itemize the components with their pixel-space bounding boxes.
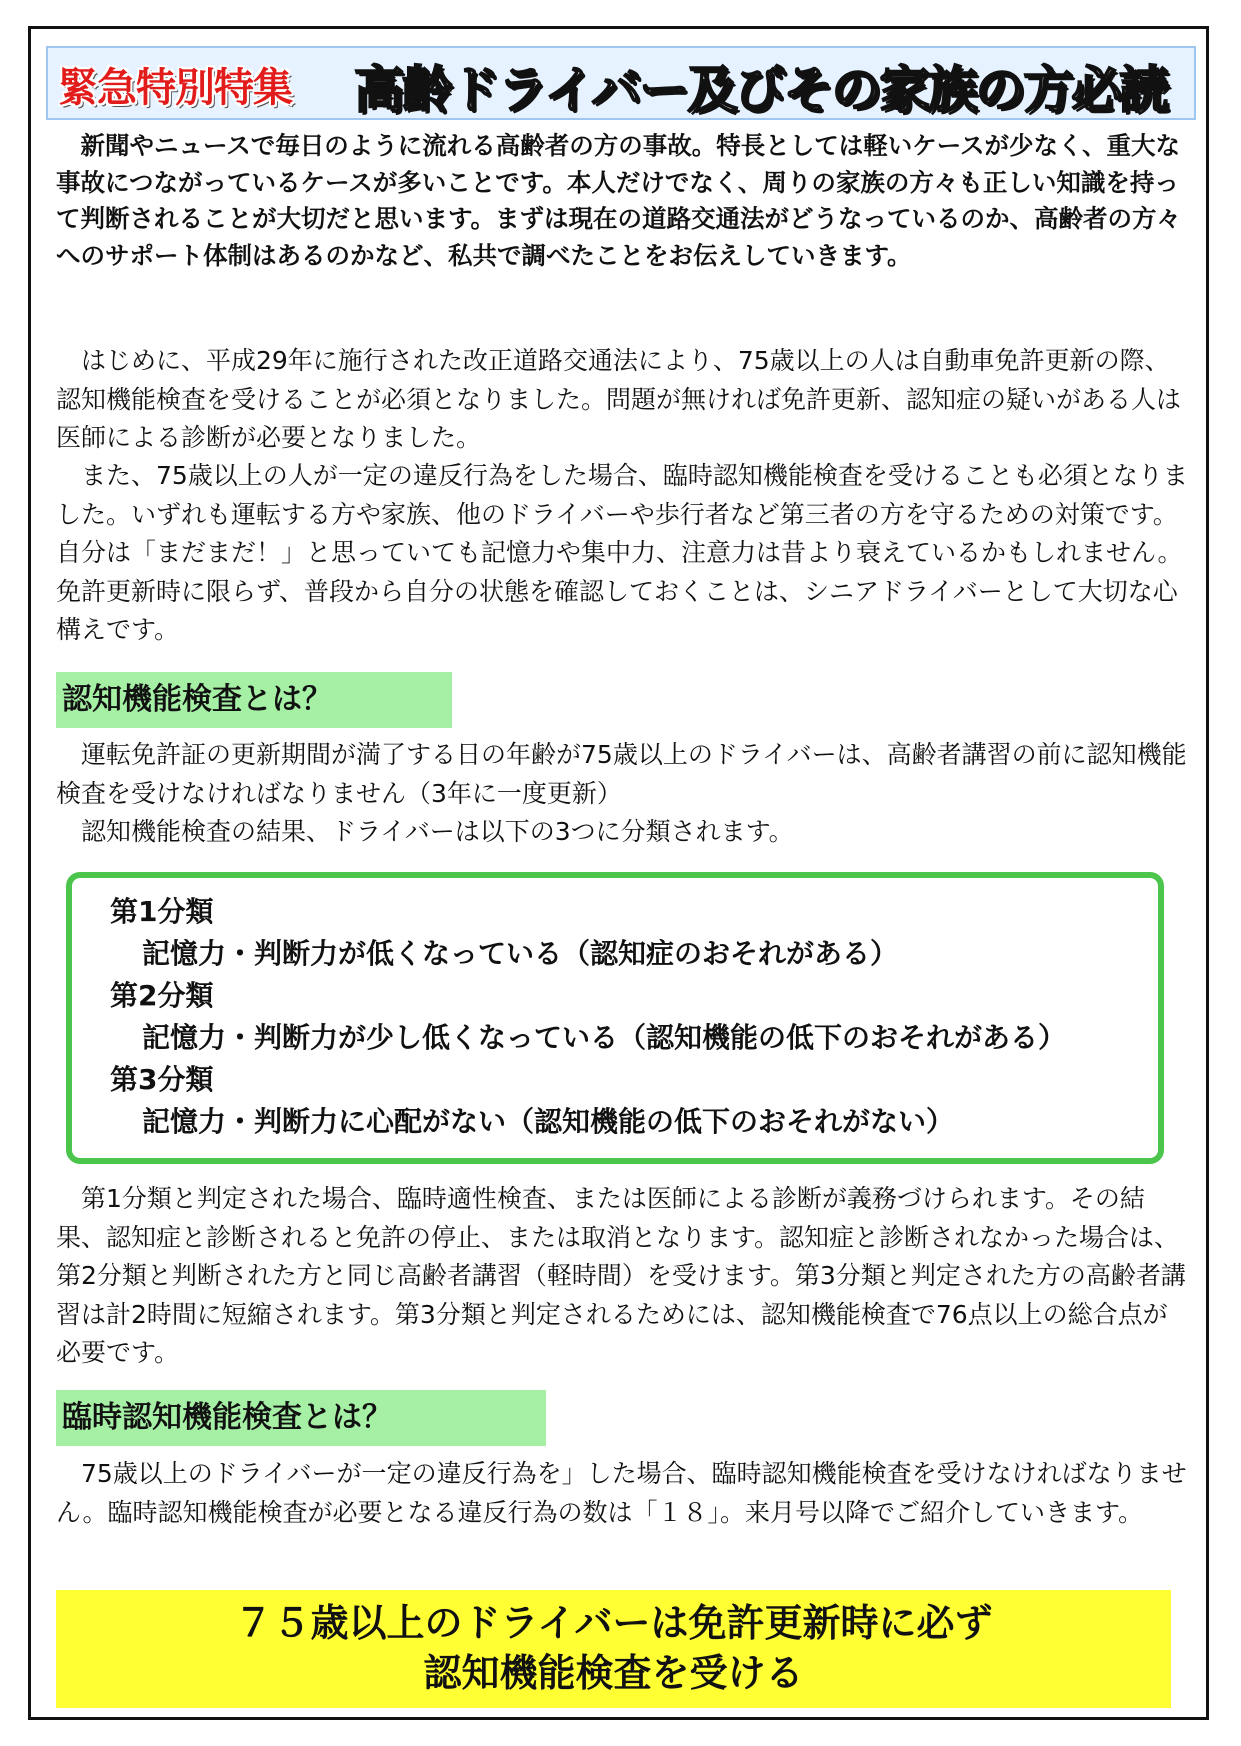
section-heading-temporary-test: 臨時認知機能検査とは？: [56, 1390, 546, 1446]
section1-text-2: 認知機能検査の結果、ドライバーは以下の3つに分類されます。: [81, 817, 794, 846]
banner-title: 高齢ドライバー及びその家族の方必読: [354, 61, 1168, 119]
classification-3-label: 第3分類: [110, 1063, 214, 1096]
classification-1-desc: 記憶力・判断力が低くなっている（認知症のおそれがある）: [142, 937, 899, 970]
callout-line-2: 認知機能検査を受ける: [423, 1651, 804, 1695]
body-paragraph-2: また、75歳以上の人が一定の違反行為をした場合、臨時認知機能検査を受けることも必須となりました。いずれも運転する方や家族、他のドライバーや歩行者など第三者の方を守るための対策です。自分は「まだまだ！」と思っていても記憶力や集中力、注意力は昔より衰えているかもしれません。免許更新時に限らず、普段から自分の状態を確認しておくことは、シニアドライバーとして大切な心構えです。: [56, 461, 1188, 645]
title-banner: [46, 46, 1196, 120]
callout-box: [56, 1590, 1171, 1708]
body-paragraph-1: はじめに、平成29年に施行された改正道路交通法により、75歳以上の人は自動車免許更新の際、認知機能検査を受けることが必須となりました。問題が無ければ免許更新、認知症の疑いがある人は医師による診断が必要となりました。: [56, 346, 1182, 453]
section-heading-cognitive-test: 認知機能検査とは？: [56, 672, 452, 728]
after-box-paragraph: 第1分類と判定された場合、臨時適性検査、または医師による診断が義務づけられます。その結果、認知症と診断されると免許の停止、または取消となります。認知症と診断されなかった場合は、第2分類と判断された方と同じ高齢者講習（軽時間）を受けます。第3分類と判定された方の高齢者講習は計2時間に短縮されます。第3分類と判定されるためには、認知機能検査で76点以上の総合点が必要です。: [56, 1184, 1186, 1368]
classification-3-desc: 記憶力・判断力に心配がない（認知機能の低下のおそれがない）: [142, 1105, 955, 1138]
classification-2-label: 第2分類: [110, 979, 214, 1012]
banner-tag: 緊急特別特集: [58, 65, 292, 111]
section2-text: 75歳以上のドライバーが一定の違反行為を」した場合、臨時認知機能検査を受けなければなりません。臨時認知機能検査が必要となる違反行為の数は「１８」。来月号以降でご紹介していきます。: [56, 1459, 1187, 1527]
classification-box: [66, 872, 1164, 1164]
callout-line-1: ７５歳以上のドライバーは免許更新時に必ず: [234, 1601, 993, 1645]
section1-text-1: 運転免許証の更新期間が満了する日の年齢が75歳以上のドライバーは、高齢者講習の前に認知機能検査を受けなければなりません（3年に一度更新）: [56, 740, 1187, 808]
classification-2-desc: 記憶力・判断力が少し低くなっている（認知機能の低下のおそれがある）: [142, 1021, 1067, 1054]
intro-paragraph: 新聞やニュースで毎日のように流れる高齢者の方の事故。特長としては軽いケースが少なく、重大な事故につながっているケースが多いことです。本人だけでなく、周りの家族の方々も正しい知識を持って判断されることが大切だと思います。まずは現在の道路交通法がどうなっているのか、高齢者の方々へのサポート体制はあるのかなど、私共で調べたことをお伝えしていきます。: [56, 131, 1182, 270]
classification-1-label: 第1分類: [110, 895, 214, 928]
